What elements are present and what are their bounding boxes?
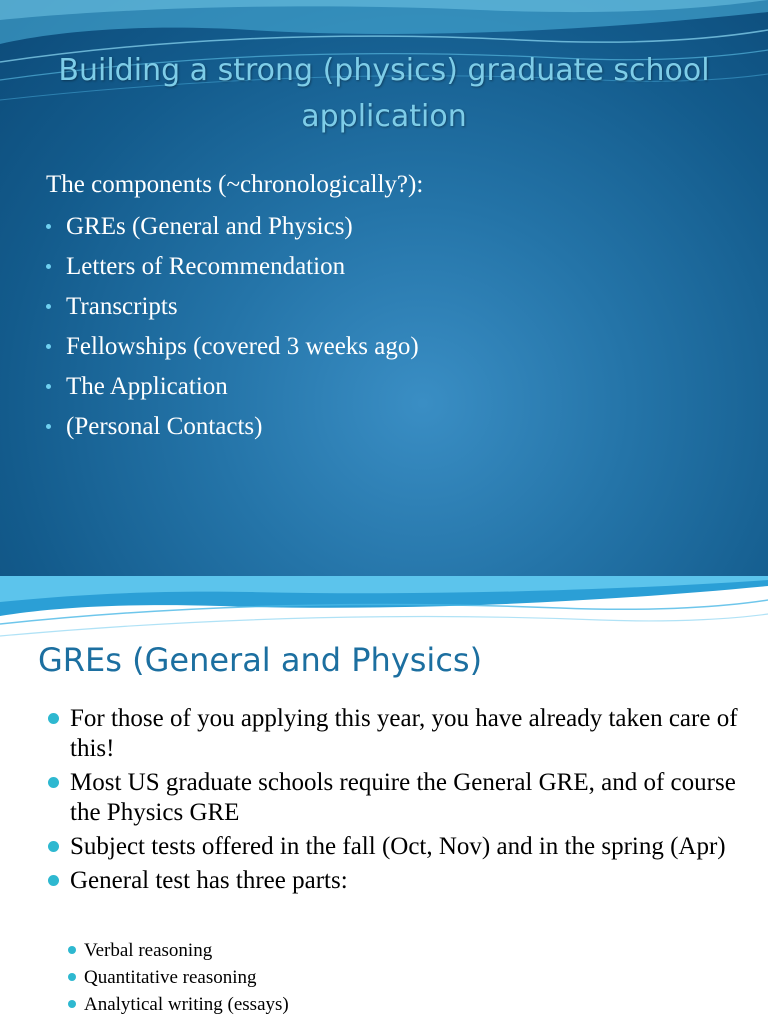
sub-list-item xyxy=(68,965,289,992)
list-item xyxy=(46,410,419,450)
bullet-dot-icon xyxy=(48,777,59,788)
list-item-text: Most US graduate schools require the General GRE, and of course the Physics GRE xyxy=(70,769,736,826)
bullet-dot-icon xyxy=(46,424,51,429)
list-item xyxy=(46,330,419,370)
list-item-text: GREs (General and Physics) xyxy=(66,213,353,240)
gre-bullet-list xyxy=(48,704,738,900)
sub-list-item xyxy=(68,992,289,1019)
bullet-dot-icon xyxy=(48,875,59,886)
list-item xyxy=(48,704,738,764)
sub-list-item-text: Analytical writing (essays) xyxy=(84,994,289,1015)
bullet-dot-icon xyxy=(68,973,76,981)
components-list xyxy=(46,210,419,450)
list-item-text: Subject tests offered in the fall (Oct, Nov) and in the spring (Apr) xyxy=(70,833,726,860)
list-item xyxy=(46,290,419,330)
list-item-text: General test has three parts: xyxy=(70,867,348,894)
list-item xyxy=(46,210,419,250)
list-item xyxy=(48,866,738,896)
slide-2 xyxy=(0,576,768,1024)
bullet-dot-icon xyxy=(46,384,51,389)
bullet-dot-icon xyxy=(68,946,76,954)
components-intro: The components (~chronologically?): xyxy=(46,171,424,198)
list-item xyxy=(46,250,419,290)
bullet-dot-icon xyxy=(48,713,59,724)
sub-list-item-text: Quantitative reasoning xyxy=(84,967,257,988)
list-item-text: Letters of Recommendation xyxy=(66,253,346,280)
bullet-dot-icon xyxy=(46,344,51,349)
list-item xyxy=(48,768,738,828)
list-item-text: Transcripts xyxy=(66,293,178,320)
sub-list-item-text: Verbal reasoning xyxy=(84,940,213,961)
list-item xyxy=(46,370,419,410)
wave-decoration-top xyxy=(0,576,768,646)
bullet-dot-icon xyxy=(68,1000,76,1008)
list-item-text: Fellowships (covered 3 weeks ago) xyxy=(66,333,419,360)
bullet-dot-icon xyxy=(48,841,59,852)
general-test-parts-list xyxy=(68,938,289,1019)
bullet-dot-icon xyxy=(46,224,51,229)
bullet-dot-icon xyxy=(46,304,51,309)
slide-2-title: GREs (General and Physics) xyxy=(38,641,483,679)
list-item-text: (Personal Contacts) xyxy=(66,413,263,440)
list-item xyxy=(48,832,738,862)
slide-1-title: Building a strong (physics) graduate school application xyxy=(58,53,710,134)
bullet-dot-icon xyxy=(46,264,51,269)
sub-list-item xyxy=(68,938,289,965)
list-item-text: The Application xyxy=(66,373,228,400)
list-item-text: For those of you applying this year, you have already taken care of this! xyxy=(70,705,738,762)
